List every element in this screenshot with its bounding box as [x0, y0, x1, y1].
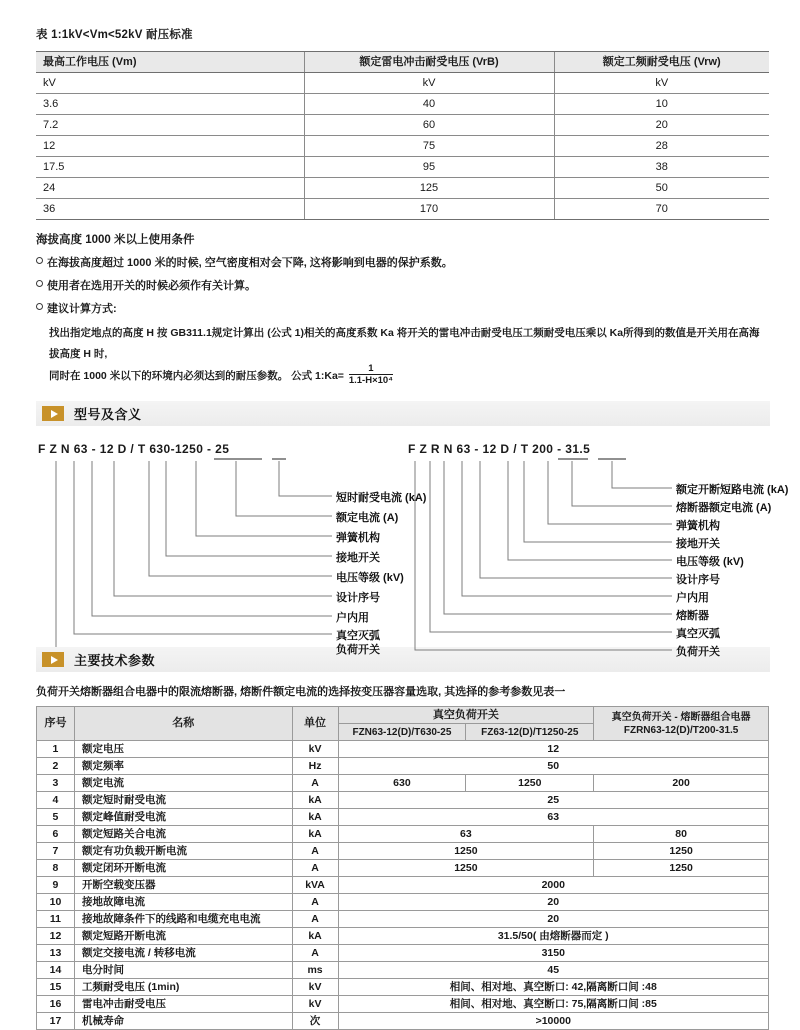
params-header-row-1	[37, 707, 769, 724]
cell-value: 63	[338, 826, 594, 843]
play-triangle-icon	[42, 652, 64, 667]
cell-unit: ms	[292, 962, 338, 979]
table-row	[36, 115, 769, 136]
table-row	[36, 94, 769, 115]
label-right-0: 额定开断短路电流 (kA)	[676, 484, 789, 496]
params-intro: 负荷开关熔断器组合电器中的限流熔断器, 熔断件额定电流的选择按变压器容量选取, 其选择的参考参数见表一	[36, 686, 566, 698]
table-row	[37, 741, 769, 758]
unit-vrw: kV	[554, 73, 769, 94]
formula-explanation	[49, 323, 770, 387]
cell-vm: 3.6	[36, 94, 304, 115]
cell-name: 额定电流	[74, 775, 292, 792]
cell-unit: A	[292, 911, 338, 928]
cell-index: 9	[37, 877, 75, 894]
cell-index: 8	[37, 860, 75, 877]
cell-value: 63	[338, 809, 768, 826]
note-text: 建议计算方式:	[47, 303, 117, 315]
section-title: 主要技术参数	[74, 653, 156, 668]
cell-value: 3150	[338, 945, 768, 962]
cell-vm: 12	[36, 136, 304, 157]
table1-body	[36, 73, 769, 220]
table-row	[37, 809, 769, 826]
cell-unit: kA	[292, 792, 338, 809]
cell-index: 1	[37, 741, 75, 758]
table-row	[37, 792, 769, 809]
cell-unit: A	[292, 860, 338, 877]
table-row	[37, 1013, 769, 1030]
table-row	[37, 996, 769, 1013]
section-title: 型号及含义	[74, 407, 142, 422]
note-text: 使用者在选用开关的时候必须作有关计算。	[47, 280, 256, 292]
cell-name: 额定有功负载开断电流	[74, 843, 292, 860]
cell-unit: A	[292, 843, 338, 860]
label-left-2: 弹簧机构	[336, 532, 380, 544]
cell-name: 额定短时耐受电流	[74, 792, 292, 809]
cell-value: 20	[338, 911, 768, 928]
model-code-left: F Z N 63 - 12 D / T 630-1250 - 25	[38, 442, 230, 456]
cell-unit: kV	[292, 996, 338, 1013]
table-row	[36, 136, 769, 157]
cell-index: 13	[37, 945, 75, 962]
cell-name: 额定闭环开断电流	[74, 860, 292, 877]
label-right-4: 电压等级 (kV)	[676, 556, 744, 568]
note-item	[36, 277, 770, 293]
model-designation-diagrams	[36, 442, 789, 658]
cell-name: 工频耐受电压 (1min)	[74, 979, 292, 996]
cell-index: 12	[37, 928, 75, 945]
th-model-a2: FZ63-12(D)/T1250-25	[466, 724, 594, 741]
cell-unit: A	[292, 945, 338, 962]
cell-unit: kVA	[292, 877, 338, 894]
cell-value: 1250	[594, 843, 769, 860]
label-right-3: 接地开关	[676, 538, 720, 550]
formula-prefix: 同时在 1000 米以下的环境内必须达到的耐压参数。 公式 1:Ka=	[49, 369, 344, 382]
cell-name: 机械寿命	[74, 1013, 292, 1030]
table-row	[37, 911, 769, 928]
cell-vrw: 28	[554, 136, 769, 157]
ka-formula	[349, 364, 393, 386]
table-row	[37, 843, 769, 860]
cell-vm: 36	[36, 199, 304, 220]
cell-value: 相间、相对地、真空断口: 42,隔离断口间 :48	[338, 979, 768, 996]
cell-vrb: 170	[304, 199, 554, 220]
th-name: 名称	[74, 707, 292, 741]
unit-vm: kV	[36, 73, 304, 94]
cell-vrw: 20	[554, 115, 769, 136]
cell-value: >10000	[338, 1013, 768, 1030]
params-tbody	[37, 741, 769, 1030]
main-parameters-table	[36, 706, 769, 1030]
cell-index: 17	[37, 1013, 75, 1030]
table-row	[36, 178, 769, 199]
cell-index: 6	[37, 826, 75, 843]
label-left-7: 真空灭弧	[336, 630, 380, 642]
cell-value: 12	[338, 741, 768, 758]
cell-value: 80	[594, 826, 769, 843]
th-index: 序号	[37, 707, 75, 741]
cell-name: 接地故障条件下的线路和电缆充电电流	[74, 911, 292, 928]
circle-bullet-icon	[36, 280, 43, 287]
formula-line-2	[49, 365, 770, 387]
table-row	[37, 894, 769, 911]
cell-value: 25	[338, 792, 768, 809]
label-right-1: 熔断器额定电流 (A)	[676, 502, 772, 514]
cell-unit: A	[292, 775, 338, 792]
cell-index: 4	[37, 792, 75, 809]
section-header-model	[36, 401, 770, 426]
table-row	[36, 199, 769, 220]
label-left-5: 设计序号	[336, 592, 380, 604]
cell-index: 2	[37, 758, 75, 775]
table-row	[37, 826, 769, 843]
formula-denominator: 1.1-H×10⁴	[348, 375, 393, 386]
cell-index: 15	[37, 979, 75, 996]
cell-name: 雷电冲击耐受电压	[74, 996, 292, 1013]
circle-bullet-icon	[36, 257, 43, 264]
cell-index: 10	[37, 894, 75, 911]
cell-name: 额定峰值耐受电流	[74, 809, 292, 826]
cell-value: 1250	[466, 775, 594, 792]
cell-name: 额定频率	[74, 758, 292, 775]
th-unit: 单位	[292, 707, 338, 741]
cell-value: 45	[338, 962, 768, 979]
cell-name: 电分时间	[74, 962, 292, 979]
cell-index: 7	[37, 843, 75, 860]
label-left-0: 短时耐受电流 (kA)	[336, 492, 427, 504]
table-row	[37, 979, 769, 996]
label-right-8: 真空灭弧	[676, 628, 720, 640]
cell-value: 1250	[594, 860, 769, 877]
cell-value: 20	[338, 894, 768, 911]
cell-vm: 17.5	[36, 157, 304, 178]
cell-unit: kA	[292, 809, 338, 826]
table-row	[37, 860, 769, 877]
table1-col-vrb: 额定雷电冲击耐受电压 (VrB)	[304, 52, 554, 73]
table1-caption: 表 1:1kV<Vm<52kV 耐压标准	[36, 29, 193, 41]
cell-vrb: 75	[304, 136, 554, 157]
cell-unit: kV	[292, 741, 338, 758]
cell-vrw: 10	[554, 94, 769, 115]
label-right-5: 设计序号	[676, 574, 720, 586]
cell-vm: 24	[36, 178, 304, 199]
label-left-8: 负荷开关	[336, 644, 380, 656]
cell-value: 2000	[338, 877, 768, 894]
cell-name: 开断空载变压器	[74, 877, 292, 894]
cell-vrw: 70	[554, 199, 769, 220]
label-right-9: 负荷开关	[676, 646, 720, 658]
altitude-title: 海拔高度 1000 米以上使用条件	[36, 234, 195, 246]
note-item	[36, 254, 770, 270]
group-b-model: FZRN63-12(D)/T200-31.5	[623, 724, 739, 736]
params-thead	[37, 707, 769, 741]
table-row	[37, 877, 769, 894]
cell-value: 相间、相对地、真空断口: 75,隔离断口间 :85	[338, 996, 768, 1013]
table-row	[36, 157, 769, 178]
label-left-4: 电压等级 (kV)	[336, 572, 404, 584]
cell-unit: Hz	[292, 758, 338, 775]
cell-name: 额定短路开断电流	[74, 928, 292, 945]
cell-value: 200	[594, 775, 769, 792]
cell-value: 1250	[338, 860, 594, 877]
cell-index: 14	[37, 962, 75, 979]
formula-line-1: 找出指定地点的高度 H 按 GB311.1规定计算出 (公式 1)相关的高度系数 Ka 将开关的雷电冲击耐受电压工频耐受电压乘以 Ka所得到的数值是开关用在高海拔高度 H 时,	[49, 327, 760, 360]
circle-bullet-icon	[36, 303, 43, 310]
unit-vrb: kV	[304, 73, 554, 94]
label-right-2: 弹簧机构	[676, 520, 720, 532]
cell-vrb: 40	[304, 94, 554, 115]
cell-unit: 次	[292, 1013, 338, 1030]
cell-unit: kA	[292, 928, 338, 945]
label-right-7: 熔断器	[676, 610, 709, 622]
cell-index: 11	[37, 911, 75, 928]
table-row	[37, 945, 769, 962]
table1-col-vm: 最高工作电压 (Vm)	[36, 52, 304, 73]
table1-unit-row	[36, 73, 769, 94]
cell-unit: A	[292, 894, 338, 911]
cell-name: 额定短路关合电流	[74, 826, 292, 843]
note-item	[36, 300, 770, 316]
table-row	[37, 758, 769, 775]
table-row	[37, 962, 769, 979]
cell-index: 16	[37, 996, 75, 1013]
cell-vm: 7.2	[36, 115, 304, 136]
th-group-vacuum-switch: 真空负荷开关	[338, 707, 594, 724]
table-row	[37, 928, 769, 945]
cell-vrw: 38	[554, 157, 769, 178]
label-left-1: 额定电流 (A)	[336, 512, 399, 524]
cell-name: 额定交接电流 / 转移电流	[74, 945, 292, 962]
th-group-fuse-combo	[594, 707, 769, 741]
table1-col-vrw: 额定工频耐受电压 (Vrw)	[554, 52, 769, 73]
cell-vrb: 60	[304, 115, 554, 136]
cell-value: 630	[338, 775, 466, 792]
cell-value: 31.5/50( 由熔断器而定 )	[338, 928, 768, 945]
cell-name: 接地故障电流	[74, 894, 292, 911]
cell-name: 额定电压	[74, 741, 292, 758]
label-left-6: 户内用	[336, 612, 369, 624]
cell-vrb: 95	[304, 157, 554, 178]
diagram-fzn	[36, 442, 427, 656]
label-right-6: 户内用	[676, 592, 709, 604]
note-text: 在海拔高度超过 1000 米的时候, 空气密度相对会下降, 这将影响到电器的保护系数。	[47, 257, 453, 269]
cell-vrw: 50	[554, 178, 769, 199]
group-b-title: 真空负荷开关 - 熔断器组合电器	[611, 711, 751, 723]
th-model-a1: FZN63-12(D)/T630-25	[338, 724, 466, 741]
cell-index: 3	[37, 775, 75, 792]
cell-unit: kA	[292, 826, 338, 843]
formula-numerator: 1	[368, 363, 374, 374]
model-code-right: F Z R N 63 - 12 D / T 200 - 31.5	[408, 442, 591, 456]
cell-value: 1250	[338, 843, 594, 860]
table1-header-row	[36, 52, 769, 73]
table-row	[37, 775, 769, 792]
play-triangle-icon	[42, 406, 64, 421]
altitude-notes	[36, 231, 770, 387]
cell-value: 50	[338, 758, 768, 775]
cell-unit: kV	[292, 979, 338, 996]
cell-vrb: 125	[304, 178, 554, 199]
cell-index: 5	[37, 809, 75, 826]
label-left-3: 接地开关	[336, 552, 380, 564]
withstand-voltage-table	[36, 51, 769, 220]
diagram-fzrn	[402, 442, 789, 658]
